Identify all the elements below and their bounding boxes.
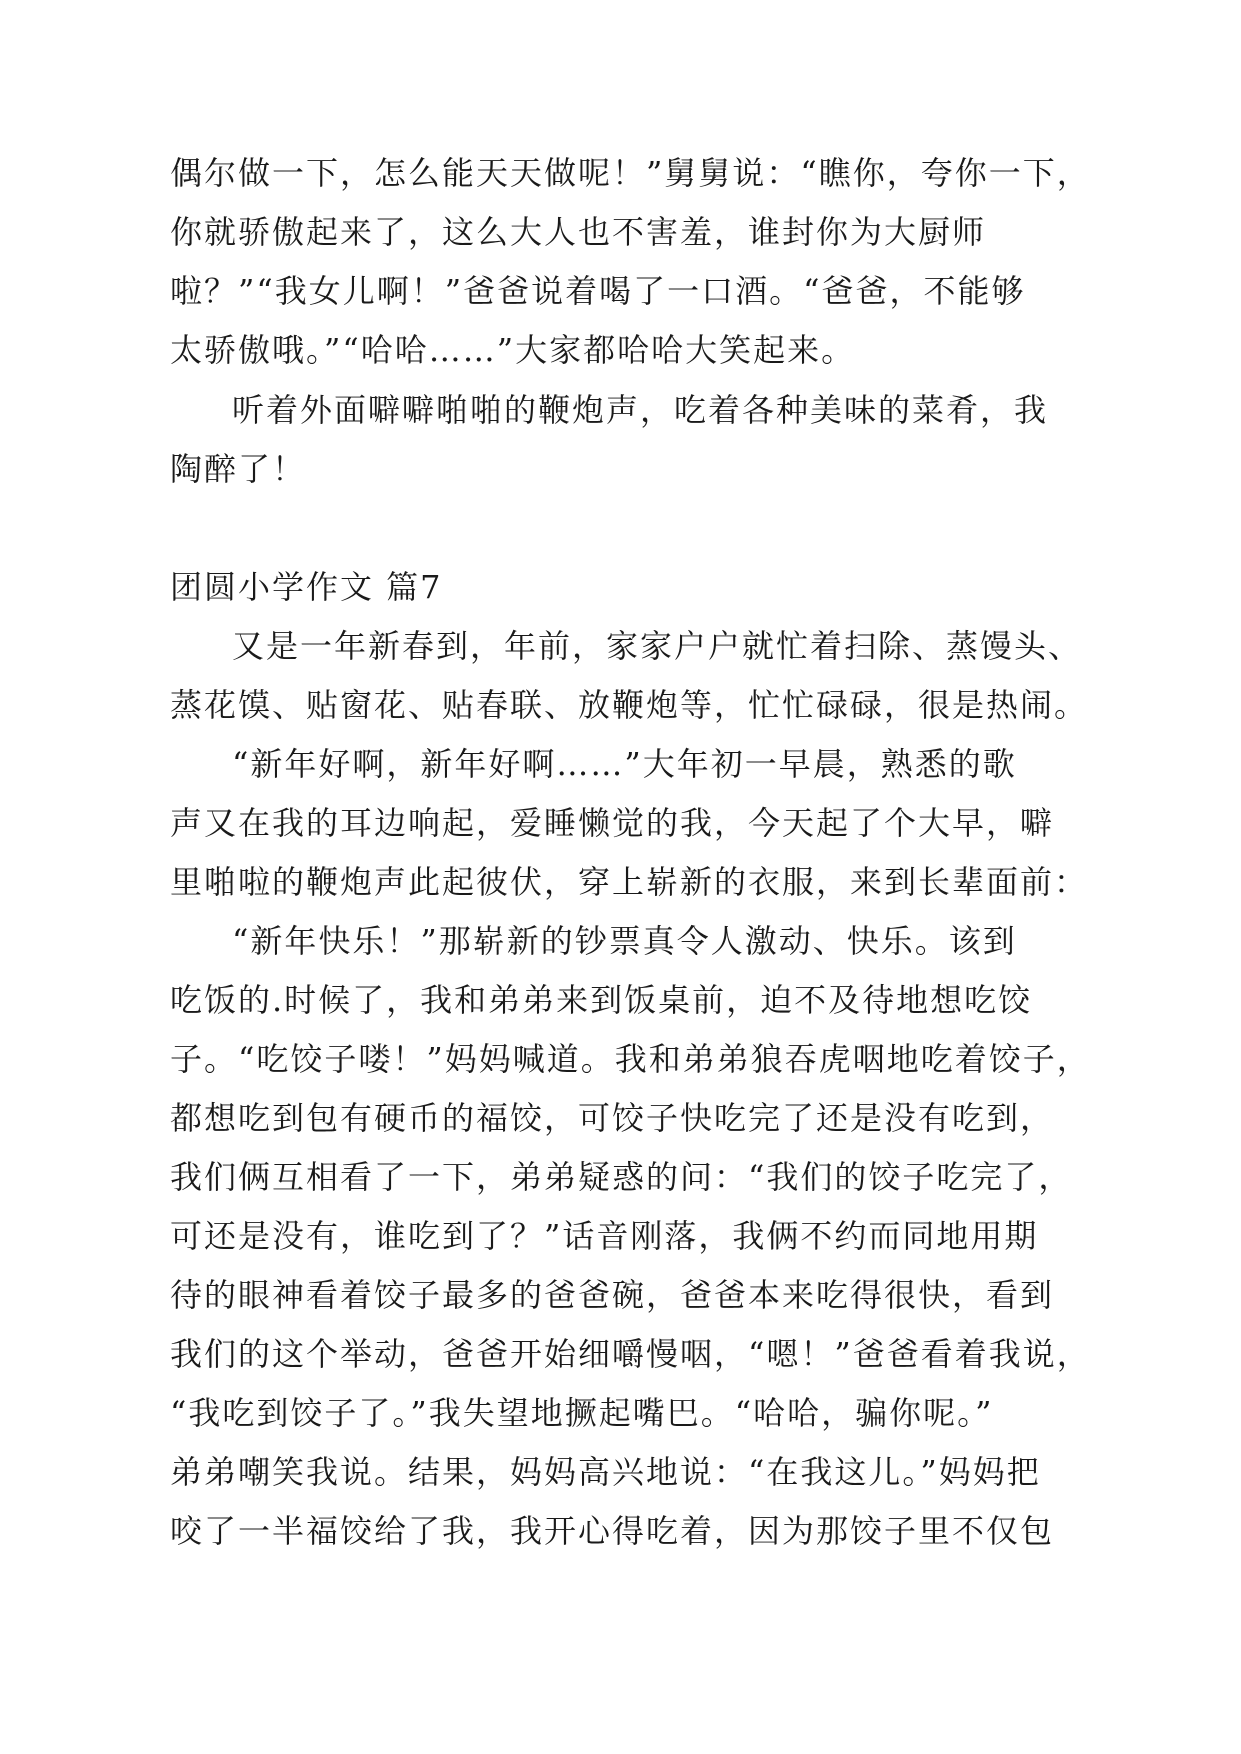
- text-line: 声又在我的耳边响起，爱睡懒觉的我，今天起了个大早，噼: [170, 804, 1055, 842]
- text-line: “新年好啊，新年好啊……”大年初一早晨，熟悉的歌: [232, 745, 1017, 783]
- text-line: 都想吃到包有硬币的福饺，可饺子快吃完了还是没有吃到，: [170, 1099, 1055, 1137]
- text-line: 咬了一半福饺给了我，我开心得吃着，因为那饺子里不仅包: [170, 1512, 1055, 1550]
- section-heading: 团圆小学作文 篇7: [170, 568, 443, 606]
- text-line: “新年快乐！”那崭新的钞票真令人激动、快乐。该到: [232, 922, 1017, 960]
- text-line: 陶醉了！: [170, 450, 307, 488]
- text-line: 又是一年新春到，年前，家家户户就忙着扫除、蒸馒头、: [232, 627, 1083, 665]
- text-line: 我们的这个举动，爸爸开始细嚼慢咽，“嗯！”爸爸看着我说，: [170, 1335, 1091, 1373]
- text-line: 吃饭的.时候了，我和弟弟来到饭桌前，迫不及待地想吃饺: [170, 981, 1033, 1019]
- text-line: 子。“吃饺子喽！”妈妈喊道。我和弟弟狼吞虎咽地吃着饺子，: [170, 1040, 1091, 1078]
- text-line: 你就骄傲起来了，这么大人也不害羞，谁封你为大厨师: [170, 213, 987, 251]
- text-line: 啦？”“我女儿啊！”爸爸说着喝了一口酒。“爸爸，不能够: [170, 272, 1026, 310]
- text-line: 里啪啦的鞭炮声此起彼伏，穿上崭新的衣服，来到长辈面前：: [170, 863, 1089, 901]
- text-line: “我吃到饺子了。”我失望地撅起嘴巴。“哈哈，骗你呢。”: [170, 1394, 994, 1432]
- text-line: 蒸花馍、贴窗花、贴春联、放鞭炮等，忙忙碌碌，很是热闹。: [170, 686, 1089, 724]
- text-line: 弟弟嘲笑我说。结果，妈妈高兴地说：“在我这儿。”妈妈把: [170, 1453, 1041, 1491]
- text-line: 太骄傲哦。”“哈哈……”大家都哈哈大笑起来。: [170, 331, 856, 369]
- text-line: 偶尔做一下，怎么能天天做呢！”舅舅说：“瞧你，夸你一下，: [170, 154, 1091, 192]
- text-line: 我们俩互相看了一下，弟弟疑惑的问：“我们的饺子吃完了，: [170, 1158, 1073, 1196]
- text-line: 待的眼神看着饺子最多的爸爸碗，爸爸本来吃得很快，看到: [170, 1276, 1055, 1314]
- text-line: 听着外面噼噼啪啪的鞭炮声，吃着各种美味的菜肴，我: [232, 391, 1049, 429]
- text-line: 可还是没有，谁吃到了？”话音刚落，我俩不约而同地用期: [170, 1217, 1039, 1255]
